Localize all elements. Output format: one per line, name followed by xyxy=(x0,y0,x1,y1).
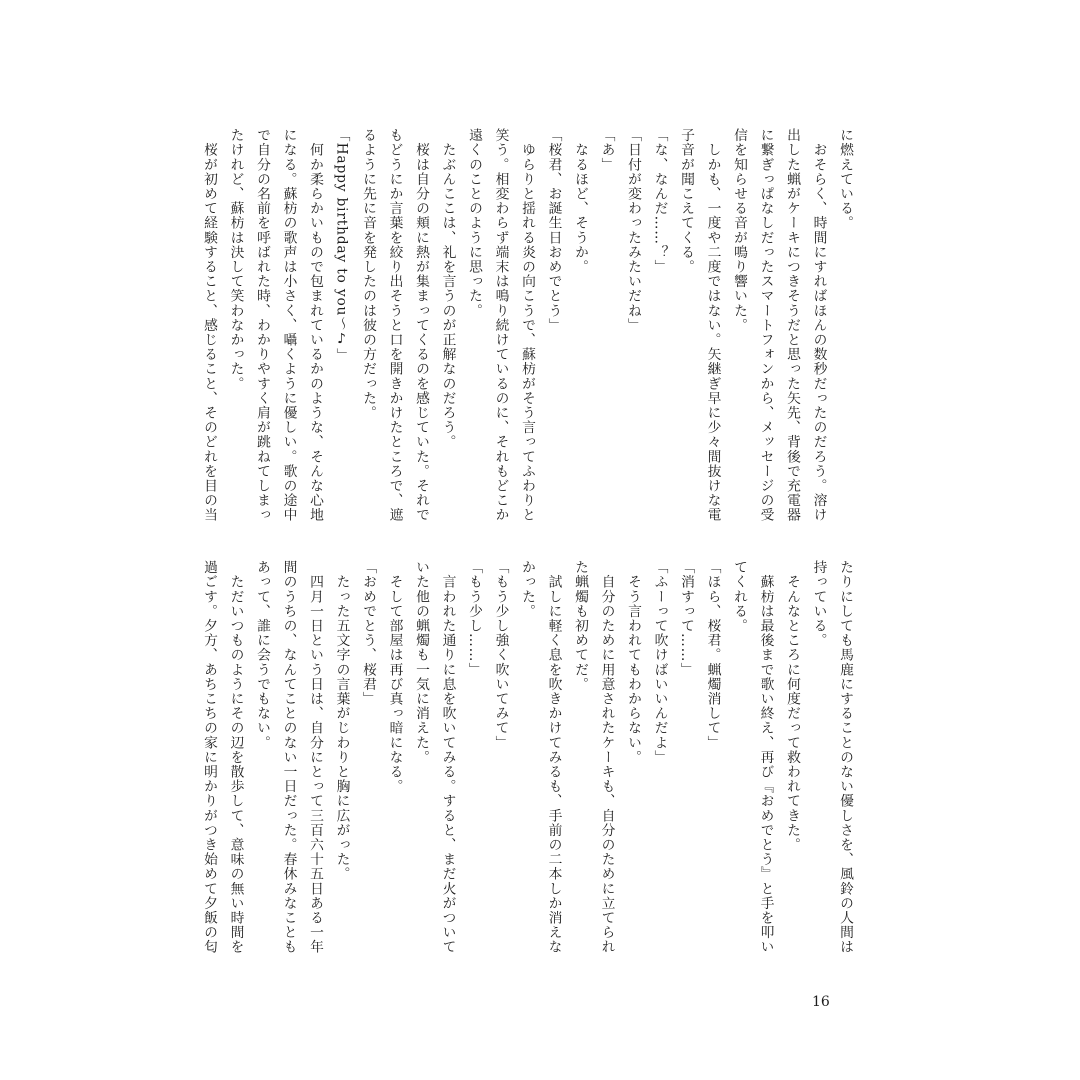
text-line: あって、誰に会うでもない。 xyxy=(254,560,270,750)
text-line: てくれる。 xyxy=(731,560,747,633)
vertical-text-bottom xyxy=(201,560,858,970)
text-line: 「おめでとう、桜君」 xyxy=(360,560,376,706)
text-line: 遠くのことのように思った。 xyxy=(466,128,482,318)
text-line: 「桜君、お誕生日おめでとう」 xyxy=(545,128,562,333)
text-block-bottom xyxy=(201,560,858,970)
text-line: 笑う。相変わらず端末は鳴り続けているのに、それもどこか xyxy=(492,128,509,523)
text-line: 「な、なんだ……？」 xyxy=(651,128,668,274)
text-line: そう言われてもわからない。 xyxy=(625,560,641,765)
text-line: ただいつものようにその辺を散歩して、意味の無い時間を xyxy=(227,560,244,955)
text-line: に繋ぎっぱなしだったスマートフォンから、メッセージの受 xyxy=(757,128,774,523)
text-line: 持っている。 xyxy=(810,560,827,648)
vertical-text-top xyxy=(201,128,858,538)
text-line: たけれど、蘇枋は決して笑わなかった。 xyxy=(227,128,244,391)
text-line: 「消すって……」 xyxy=(678,560,694,677)
text-line: 過ごす。夕方、あちこちの家に明かりがつき始めて夕飯の匂 xyxy=(201,560,217,955)
text-line: 「ふーって吹けばいいんだよ」 xyxy=(651,560,668,765)
text-line: になる。蘇枋の歌声は小さく、囁くように優しい。歌の途中 xyxy=(280,128,297,523)
text-line: しかも、一度や二度ではない。矢継ぎ早に少々間抜けな電 xyxy=(704,128,721,523)
text-line: 試しに軽く息を吹きかけてみるも、手前の二本しか消えな xyxy=(545,560,562,955)
text-line: いた他の蝋燭も一気に消えた。 xyxy=(413,560,429,765)
text-line: 子音が聞こえてくる。 xyxy=(678,128,694,274)
text-line: たぶんここは、礼を言うのが正解なのだろう。 xyxy=(439,128,456,450)
text-line: かった。 xyxy=(519,560,535,619)
text-line: たりにしても馬鹿にすることのない優しさを、風鈴の人間は xyxy=(837,560,853,955)
text-line: 言われた通りに息を吹いてみる。すると、まだ火がついて xyxy=(439,560,456,955)
text-line: 出した蝋がケーキにつきそうだと思った矢先、背後で充電器 xyxy=(784,128,800,523)
text-line: 何か柔らかいもので包まれているかのような、そんな心地 xyxy=(307,128,323,523)
text-line: 四月一日という日は、自分にとって三百六十五日ある一年 xyxy=(307,560,323,955)
text-line: 「ほら、桜君。蝋燭消して」 xyxy=(704,560,721,750)
text-line: 「もう少し……」 xyxy=(466,560,482,677)
text-line: 自分のために用意されたケーキも、自分のために立てられ xyxy=(598,560,615,955)
text-line: おそらく、時間にすればほんの数秒だったのだろう。溶け xyxy=(810,128,827,523)
text-line: 桜は自分の頬に熱が集まってくるのを感じていた。それで xyxy=(413,128,429,523)
text-line: 蘇枋は最後まで歌い終え、再び『おめでとう』と手を叩い xyxy=(757,560,774,955)
text-line: で自分の名前を呼ばれた時、わかりやすく肩が跳ねてしまっ xyxy=(254,128,270,523)
text-line: たった五文字の言葉がじわりと胸に広がった。 xyxy=(333,560,350,882)
text-line: るように先に音を発したのは彼の方だった。 xyxy=(360,128,376,420)
text-line: 間のうちの、なんてことのない一日だった。春休みなことも xyxy=(280,560,297,955)
text-line: に燃えている。 xyxy=(837,128,853,231)
text-line: 「もう少し強く吹いてみて」 xyxy=(492,560,509,750)
text-line: 桜が初めて経験すること、感じること、そのどれを目の当 xyxy=(201,128,217,523)
text-line: た蝋燭も初めてだ。 xyxy=(572,560,588,692)
text-line: そして部屋は再び真っ暗になる。 xyxy=(386,560,403,794)
page-number: 16 xyxy=(812,994,830,1010)
text-line: 信を知らせる音が鳴り響いた。 xyxy=(731,128,747,333)
text-block-top xyxy=(201,128,858,538)
text-line: なるほど、そうか。 xyxy=(572,128,588,274)
text-line: 「Happy birthday to you〜♪」 xyxy=(333,128,350,363)
text-line: 「あ」 xyxy=(598,128,615,172)
text-line: ゆらりと揺れる炎の向こうで、蘇枋がそう言ってふわりと xyxy=(519,128,535,523)
text-line: もどうにか言葉を絞り出そうと口を開きかけたところで、遮 xyxy=(386,128,403,523)
text-line: そんなところに何度だって救われてきた。 xyxy=(784,560,800,852)
text-line: 「日付が変わったみたいだね」 xyxy=(625,128,641,333)
